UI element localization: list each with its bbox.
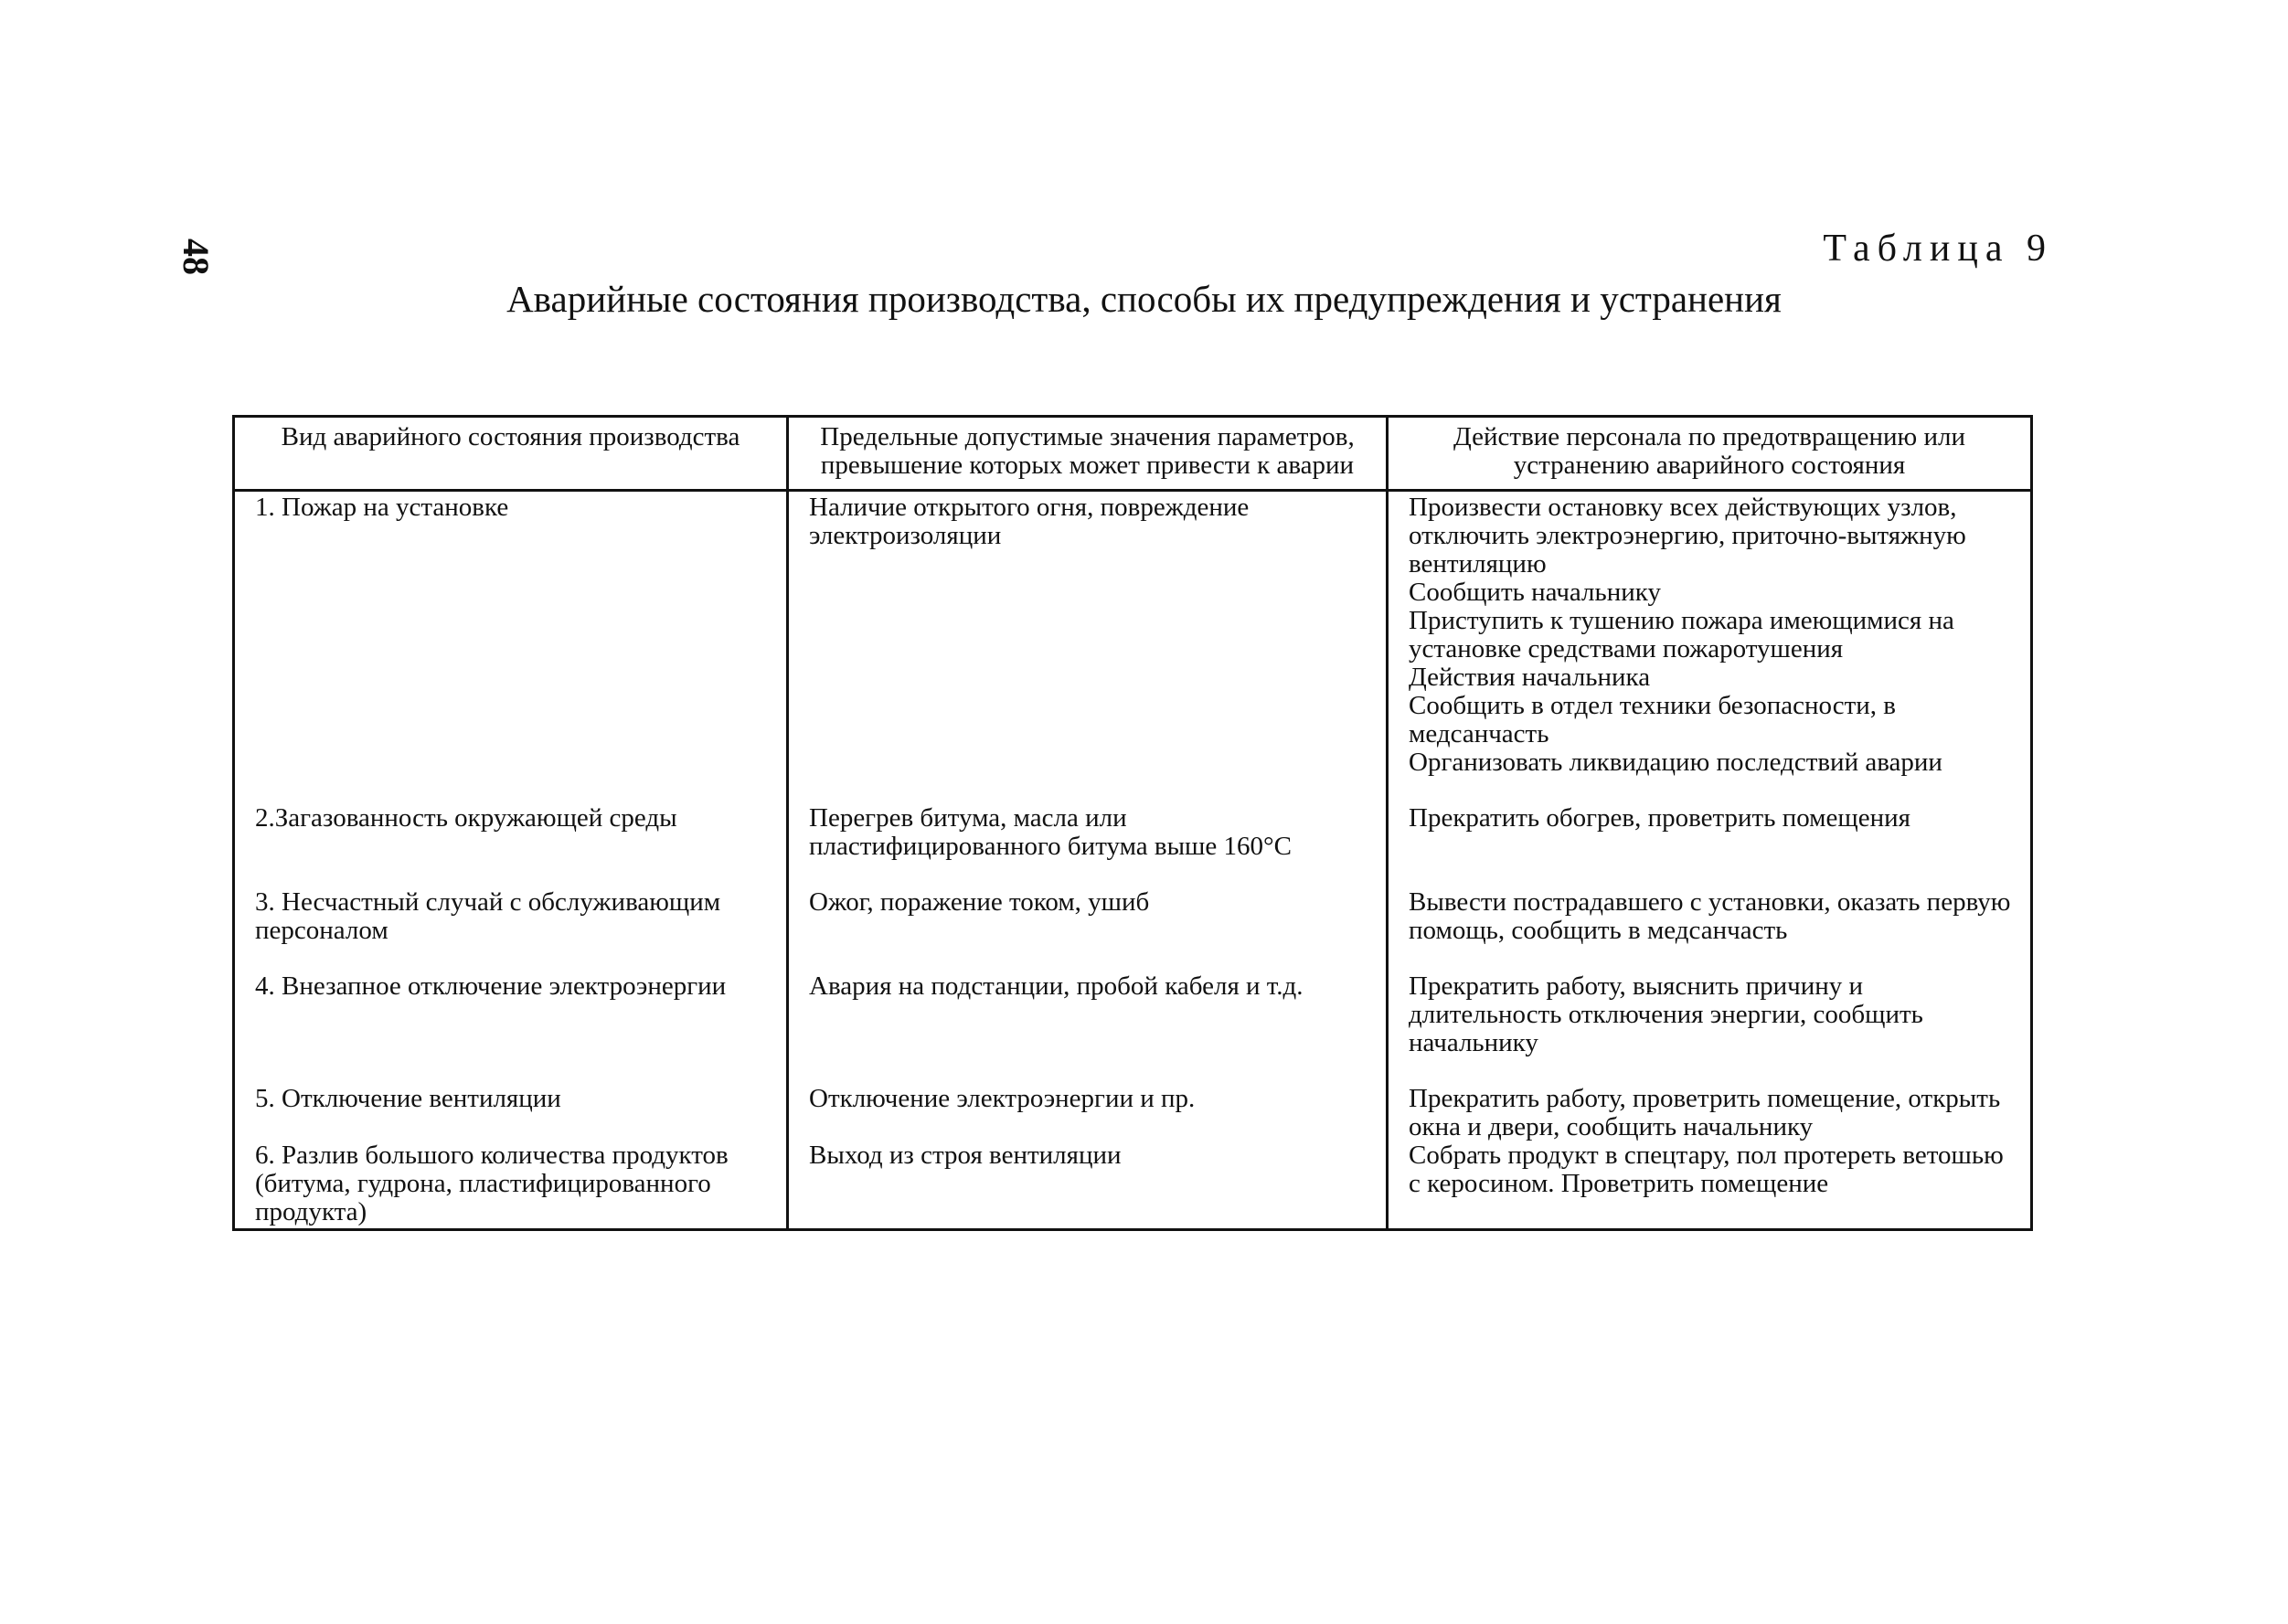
cell-emergency-type: 6. Разлив большого количества продуктов (битума, гудрона, пластифицированного продукта)	[234, 1141, 788, 1230]
page-number: 48	[176, 239, 217, 275]
action-line: Прекратить работу, проветрить помещение, открыть окна и двери, сообщить начальнику	[1409, 1084, 2001, 1141]
cell-limit-parameters: Выход из строя вентиляции	[788, 1141, 1388, 1230]
cell-staff-actions	[1388, 1085, 2032, 1141]
cell-limit-parameters: Перегрев битума, масла или пластифицированного битума выше 160°С	[788, 804, 1388, 888]
table-row	[234, 804, 2032, 888]
cell-limit-parameters: Наличие открытого огня, повреждение электроизоляции	[788, 491, 1388, 805]
cell-staff-actions	[1388, 888, 2032, 972]
header-emergency-type: Вид аварийного состояния производства	[234, 417, 788, 491]
cell-limit-parameters: Отключение электроэнергии и пр.	[788, 1085, 1388, 1141]
cell-emergency-type: 3. Несчастный случай с обслуживающим персоналом	[234, 888, 788, 972]
cell-emergency-type: 4. Внезапное отключение электроэнергии	[234, 972, 788, 1085]
header-staff-actions: Действие персонала по предотвращению или устранению аварийного состояния	[1388, 417, 2032, 491]
action-line: Сообщить начальнику	[1409, 578, 1661, 607]
action-line: Организовать ликвидацию последствий аварии	[1409, 748, 1942, 777]
table-header-row	[234, 417, 2032, 491]
cell-emergency-type: 5. Отключение вентиляции	[234, 1085, 788, 1141]
table-row	[234, 491, 2032, 805]
cell-limit-parameters: Авария на подстанции, пробой кабеля и т.д.	[788, 972, 1388, 1085]
header-limit-parameters: Предельные допустимые значения параметров, превышение которых может привести к аварии	[788, 417, 1388, 491]
cell-emergency-type: 1. Пожар на установке	[234, 491, 788, 805]
action-line: Вывести пострадавшего с установки, оказать первую помощь, сообщить в медсанчасть	[1409, 887, 2011, 945]
cell-limit-parameters: Ожог, поражение током, ушиб	[788, 888, 1388, 972]
action-line: Произвести остановку всех действующих узлов, отключить электроэнергию, приточно-вытяжную вентиляцию	[1409, 493, 1966, 578]
action-line: Собрать продукт в спецтару, пол протереть ветошью с керосином. Проветрить помещение	[1409, 1141, 2004, 1198]
table-row	[234, 1141, 2032, 1230]
cell-staff-actions	[1388, 804, 2032, 888]
emergency-table-container	[232, 415, 2030, 1231]
action-line: Сообщить в отдел техники безопасности, в медсанчасть	[1409, 691, 1897, 748]
cell-staff-actions	[1388, 972, 2032, 1085]
action-line: Прекратить работу, выяснить причину и длительность отключения энергии, сообщить начальнику	[1409, 971, 1923, 1057]
table-row	[234, 972, 2032, 1085]
cell-staff-actions	[1388, 1141, 2032, 1230]
action-line: Прекратить обогрев, проветрить помещения	[1409, 803, 1910, 833]
table-label: Таблица 9	[1823, 228, 2053, 270]
table-row	[234, 888, 2032, 972]
document-title: Аварийные состояния производства, способы их предупреждения и устранения	[506, 278, 1782, 320]
action-line: Действия начальника	[1409, 663, 1651, 692]
table-row	[234, 1085, 2032, 1141]
action-line: Приступить к тушению пожара имеющимися на установке средствами пожаротушения	[1409, 606, 1954, 663]
emergency-table	[232, 415, 2033, 1231]
cell-emergency-type: 2.Загазованность окружающей среды	[234, 804, 788, 888]
cell-staff-actions	[1388, 491, 2032, 805]
